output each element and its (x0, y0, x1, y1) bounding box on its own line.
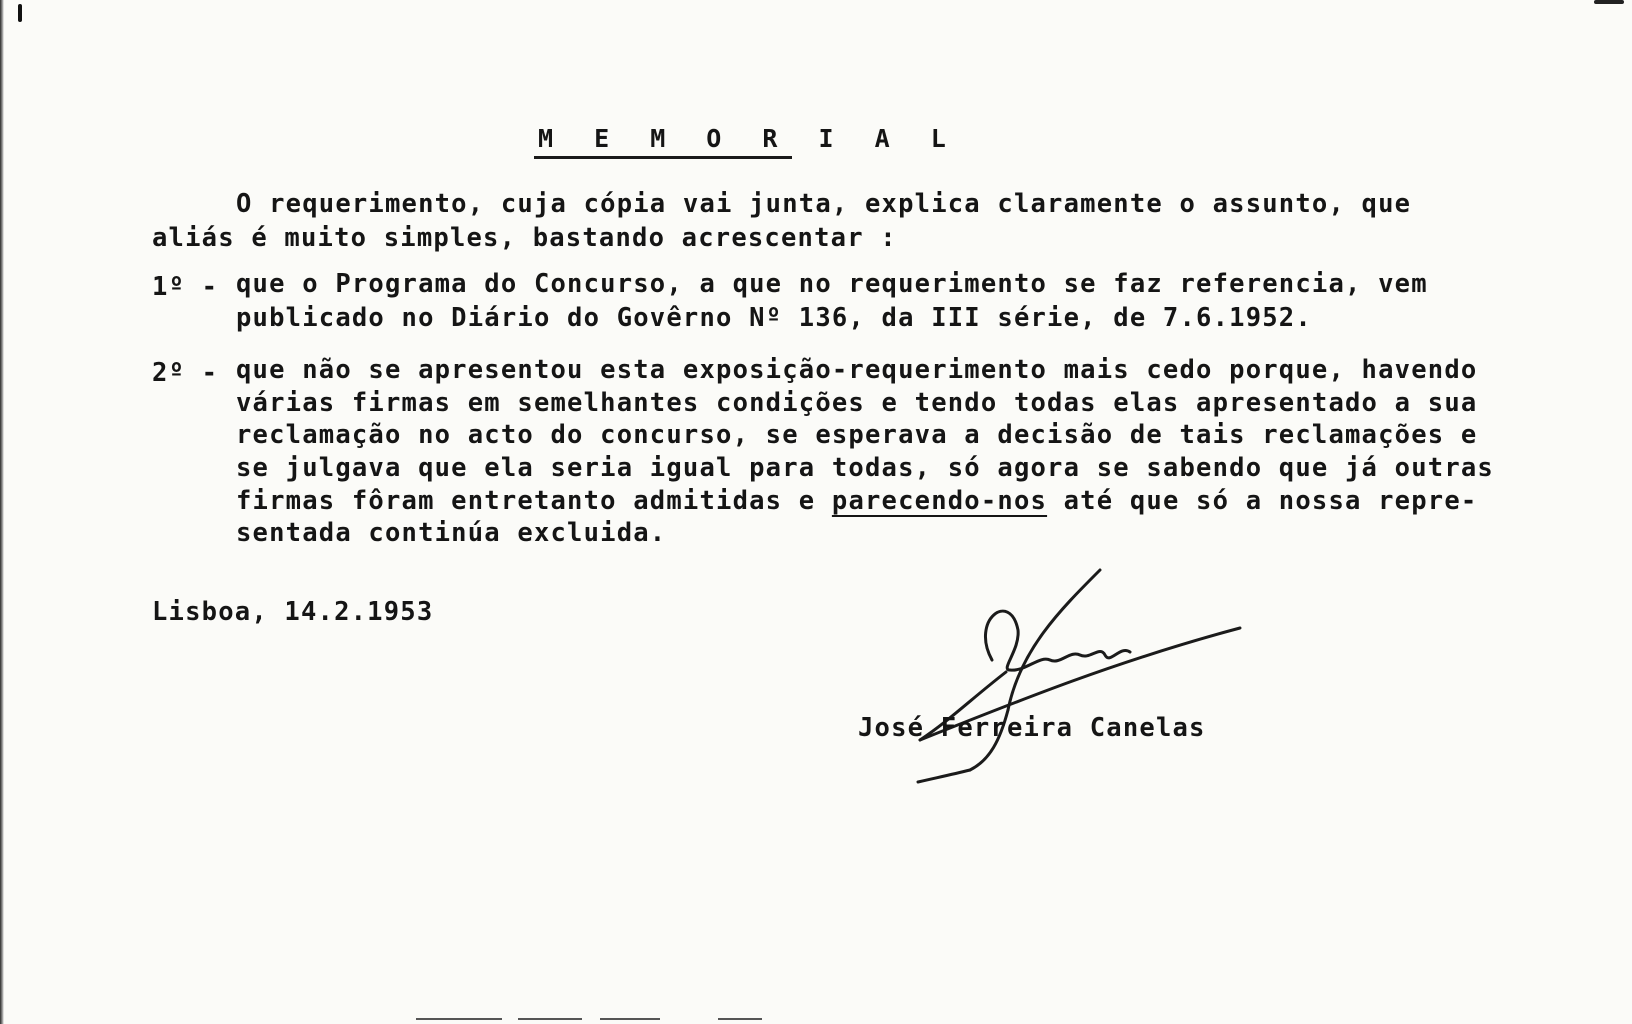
handwritten-signature (900, 560, 1260, 790)
item-line: que não se apresentou esta exposição-requerimento mais cedo porque, havendo (236, 355, 1478, 385)
divider (416, 1018, 502, 1020)
item-line (236, 485, 1477, 517)
divider (600, 1018, 660, 1020)
title-underline (534, 156, 792, 159)
item-line: publicado no Diário do Govêrno Nº 136, da III série, de 7.6.1952. (236, 303, 1312, 333)
scan-mark (1594, 0, 1624, 4)
item-line: sentada continúa excluida. (236, 518, 667, 548)
divider (518, 1018, 582, 1020)
intro-line: O requerimento, cuja cópia vai junta, explica claramente o assunto, que (236, 189, 1412, 219)
item-text: até que só a nossa repre- (1047, 486, 1478, 516)
item-number: 1º - (152, 272, 219, 302)
item-line: reclamação no acto do concurso, se esperava a decisão de tais reclamações e (236, 420, 1478, 450)
place-date: Lisboa, 14.2.1953 (152, 597, 434, 627)
scan-edge (0, 0, 4, 1024)
underlined-phrase: parecendo-nos (831, 486, 1048, 516)
item-line: que o Programa do Concurso, a que no requerimento se faz referencia, vem (236, 269, 1428, 299)
document-title: M E M O R I A L (538, 124, 959, 153)
divider (718, 1018, 762, 1020)
item-line: várias firmas em semelhantes condições e tendo todas elas apresentado a sua (236, 388, 1478, 418)
item-line: se julgava que ela seria igual para todas, só agora se sabendo que já outras (236, 453, 1494, 483)
signatory-name: José Ferreira Canelas (858, 713, 1206, 743)
item-number: 2º - (152, 358, 219, 388)
intro-line: aliás é muito simples, bastando acrescentar : (152, 223, 897, 253)
item-text: firmas fôram entretanto admitidas e (236, 486, 832, 516)
scan-mark (18, 4, 22, 22)
